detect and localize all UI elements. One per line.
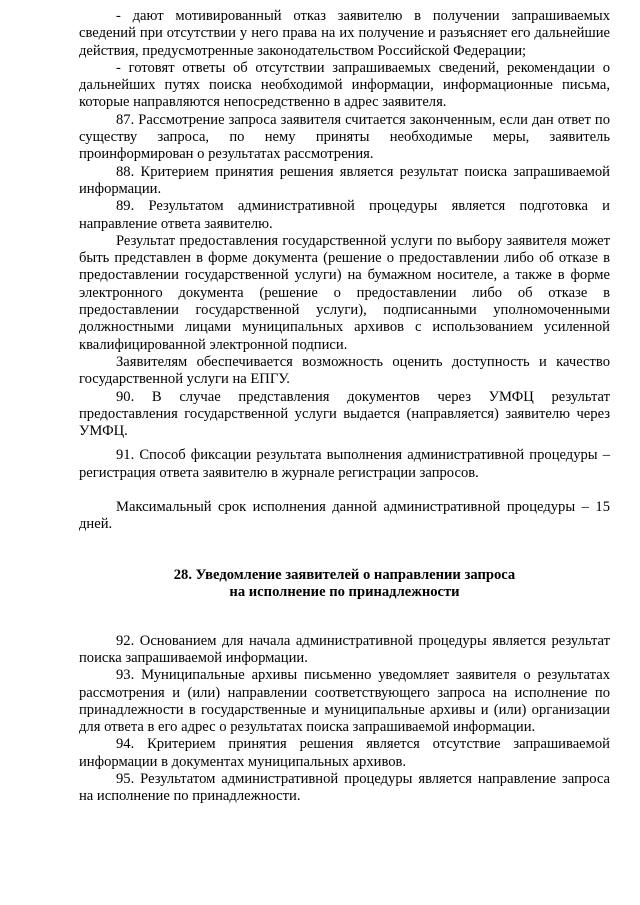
paragraph-epgu-quality: Заявителям обеспечивается возможность оценить доступность и качество государственной услуги на ЕПГУ. [79,353,610,388]
paragraph-93: 93. Муниципальные архивы письменно уведомляет заявителя о результатах рассмотрения и (или) направлении соответствующего запроса на исполнение по принадлежности в государственные и муниципальные архивы и (или) организации для ответа в его адрес о результатах поиска запрашиваемой информации. [79,667,610,736]
paragraph-max-term: Максимальный срок исполнения данной административной процедуры – 15 дней. [79,499,610,533]
paragraph-90: 90. В случае представления документов через УМФЦ результат предоставления государственной услуги выдается (направляется) заявителю через УМФЦ. [79,388,610,440]
paragraph-91: 91. Способ фиксации результата выполнения административной процедуры – регистрация ответа заявителю в журнале регистрации запросов. [79,447,610,481]
paragraph-negative-answers-clause: - готовят ответы об отсутствии запрашиваемых сведений, рекомендации о дальнейших путях поиска необходимой информации, информационные письма, которые направляются непосредственно в адрес заявителя. [79,59,610,111]
paragraph-92: 92. Основанием для начала административной процедуры является результат поиска запрашиваемой информации. [79,632,610,666]
paragraph-88: 88. Критерием принятия решения является результат поиска запрашиваемой информации. [79,163,610,197]
paragraph-94: 94. Критерием принятия решения является отсутствие запрашиваемой информации в документах муниципальных архивов. [79,736,610,770]
section-heading-28 [79,567,610,602]
paragraph-95: 95. Результатом административной процедуры является направление запроса на исполнение по принадлежности. [79,770,610,805]
paragraph-87: 87. Рассмотрение запроса заявителя считается законченным, если дан ответ по существу запроса, по нему приняты необходимые меры, заявитель проинформирован о результатах рассмотрения. [79,111,610,163]
paragraph-89: 89. Результатом административной процедуры является подготовка и направление ответа заявителю. [79,198,610,232]
paragraph-refusal-clause: - дают мотивированный отказ заявителю в получении запрашиваемых сведений при отсутствии у него права на их получение и разъясняет его дальнейшие действия, предусмотренные законодательством Российской Федерации; [79,8,610,59]
section-heading-line-2: на исполнение по принадлежности [229,584,460,601]
paragraph-service-result-forms: Результат предоставления государственной услуги по выбору заявителя может быть представлен в форме документа (решение о предоставлении либо об отказе в предоставлении государственной услуги) на бумажном носителе, а также в форме электронного документа (решение о предоставлении либо об отказе в предоставлении государственной услуги), подписанными уполномоченными должностными лицами муниципальных архивов с использованием усиленной квалифицированной электронной подписи. [79,232,610,353]
document-page [79,8,610,806]
section-heading-line-1: 28. Уведомление заявителей о направлении запроса [173,566,516,583]
